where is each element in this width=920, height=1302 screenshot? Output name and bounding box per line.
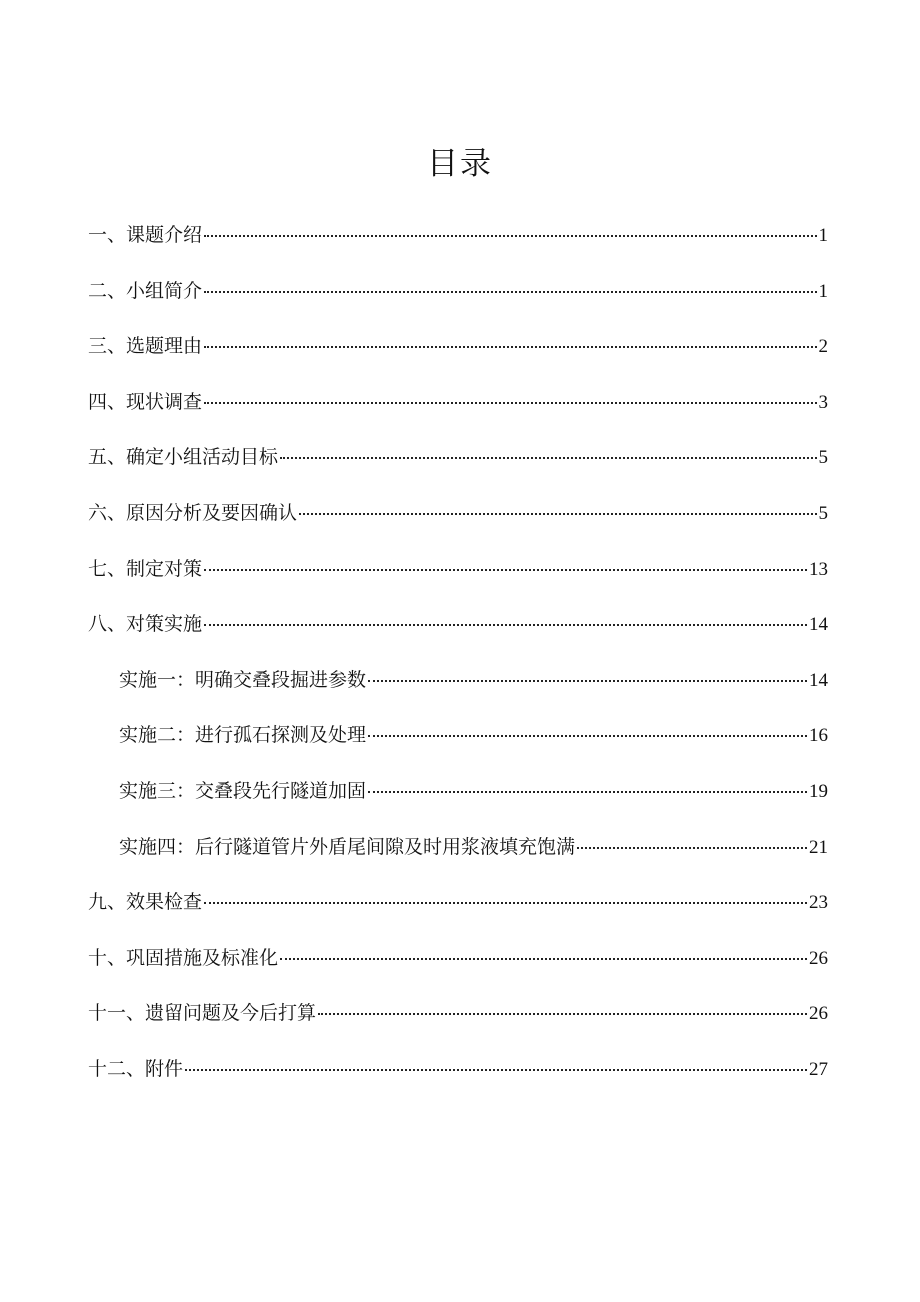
toc-entry-label: 二、小组简介 bbox=[88, 279, 203, 302]
toc-entry-label: 五、确定小组活动目标 bbox=[88, 446, 279, 469]
toc-title: 目录 bbox=[427, 146, 493, 182]
toc-entry-label: 实施三：交叠段先行隧道加固 bbox=[119, 779, 367, 802]
toc-entry-page: 23 bbox=[809, 892, 828, 914]
toc-entry-label: 实施二：进行孤石探测及处理 bbox=[119, 724, 367, 747]
toc-entry-page: 5 bbox=[818, 447, 828, 469]
toc-entry-page: 27 bbox=[809, 1058, 828, 1080]
toc-dot-leader bbox=[280, 958, 807, 960]
toc-dot-leader bbox=[368, 680, 807, 682]
toc-entry-label: 十一、遗留问题及今后打算 bbox=[88, 1002, 317, 1025]
toc-entry[interactable] bbox=[88, 546, 828, 602]
toc-entry[interactable] bbox=[88, 601, 828, 657]
toc-entry-page: 14 bbox=[809, 614, 828, 636]
toc-entry-label: 九、效果检查 bbox=[88, 891, 203, 914]
toc-entry-label: 十、巩固措施及标准化 bbox=[88, 946, 279, 969]
toc-subentry[interactable] bbox=[88, 824, 828, 880]
toc-entry-label: 七、制定对策 bbox=[88, 557, 203, 580]
toc-entry-page: 3 bbox=[818, 391, 828, 413]
toc-entry-label: 实施四：后行隧道管片外盾尾间隙及时用浆液填充饱满 bbox=[119, 835, 576, 858]
toc-dot-leader bbox=[204, 902, 807, 904]
toc-entry[interactable] bbox=[88, 323, 828, 379]
toc-subentry[interactable] bbox=[88, 712, 828, 768]
toc-entry[interactable] bbox=[88, 212, 828, 268]
toc-entry-page: 1 bbox=[818, 280, 828, 302]
toc-entry-label: 三、选题理由 bbox=[88, 335, 203, 358]
toc-dot-leader bbox=[204, 291, 816, 293]
toc-entry-page: 1 bbox=[818, 225, 828, 246]
toc-entry-label: 实施一：明确交叠段掘进参数 bbox=[119, 668, 367, 691]
toc-entry[interactable] bbox=[88, 1046, 828, 1102]
toc-entry-page: 14 bbox=[809, 669, 828, 691]
toc-dot-leader bbox=[368, 735, 807, 737]
toc-dot-leader bbox=[204, 346, 816, 348]
toc-entry-label: 一、课题介绍 bbox=[88, 224, 203, 246]
toc-dot-leader bbox=[204, 235, 816, 237]
toc-entry-label: 八、对策实施 bbox=[88, 613, 203, 636]
toc-entry[interactable] bbox=[88, 490, 828, 546]
toc-entry-page: 5 bbox=[818, 502, 828, 524]
toc-entry-label: 四、现状调查 bbox=[88, 390, 203, 413]
toc-entry-page: 26 bbox=[809, 947, 828, 969]
toc-entry-page: 16 bbox=[809, 725, 828, 747]
toc-entry-page: 19 bbox=[809, 780, 828, 802]
toc-dot-leader bbox=[280, 457, 816, 459]
toc-dot-leader bbox=[204, 569, 807, 571]
toc-entry-page: 13 bbox=[809, 558, 828, 580]
toc-entry-label: 十二、附件 bbox=[88, 1057, 184, 1080]
toc-entry[interactable] bbox=[88, 935, 828, 991]
toc-entry-page: 26 bbox=[809, 1003, 828, 1025]
toc-entry[interactable] bbox=[88, 879, 828, 935]
toc-dot-leader bbox=[318, 1013, 807, 1015]
toc-dot-leader bbox=[368, 791, 807, 793]
toc-entry[interactable] bbox=[88, 434, 828, 490]
toc-dot-leader bbox=[185, 1069, 807, 1071]
toc-entry[interactable] bbox=[88, 990, 828, 1046]
toc-entry-label: 六、原因分析及要因确认 bbox=[88, 501, 298, 524]
toc-entry-page: 2 bbox=[818, 336, 828, 358]
toc-dot-leader bbox=[204, 402, 816, 404]
toc-entry[interactable] bbox=[88, 379, 828, 435]
toc-list bbox=[88, 212, 828, 1102]
toc-entry-page: 21 bbox=[809, 836, 828, 858]
toc-entry[interactable] bbox=[88, 268, 828, 324]
toc-subentry[interactable] bbox=[88, 657, 828, 713]
toc-dot-leader bbox=[577, 847, 807, 849]
toc-dot-leader bbox=[299, 513, 816, 515]
toc-subentry[interactable] bbox=[88, 768, 828, 824]
toc-dot-leader bbox=[204, 624, 807, 626]
